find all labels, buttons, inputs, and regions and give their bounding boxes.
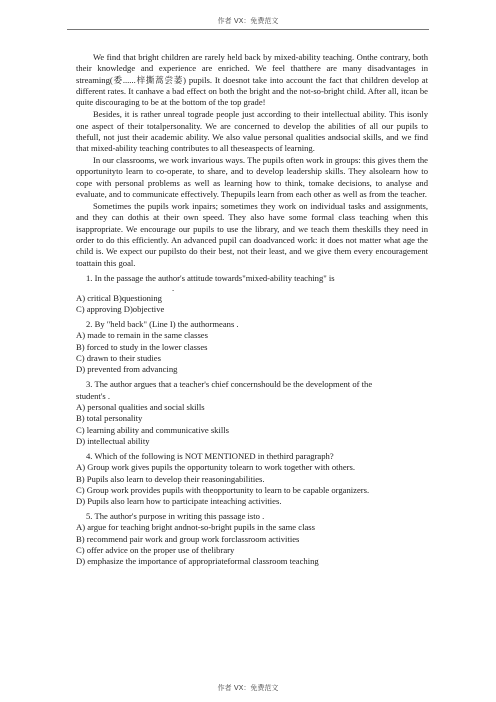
question-2-option-a: A) made to remain in the same classes: [76, 330, 208, 341]
page-footer: 作者 VX：免费范文: [217, 684, 279, 692]
passage-paragraph-1: We find that bright children are rarely held back by mixed-ability teaching. Onthe contrary, both their knowledge and experience are enriched. We feel thatthere are many disadvantages in streaming(委......梓撕蒿尝萎) pupils. It doesnot take into account the fact that children develop at different rates. It canhave a bad effect on both the bright and the not-so-bright child. After all, itcan be quite discouraging to be at the bottom of the top grade!: [76, 52, 428, 108]
passage-paragraph-2: Besides, it is rather unreal tograde people just according to their intellectual ability. This isonly one aspect of their totalpersonality. We are concerned to develop the abilities of all our pupils to thefull, not just their academic ability. We also value personal qualities andsocial skills, and we find that mixed-ability teaching contributes to all theseaspects of learning.: [76, 109, 428, 154]
question-4-option-c: C) Group work provides pupils with theopportunity to learn to be capable organizers.: [76, 484, 370, 495]
question-5-option-a: A) argue for teaching bright andnot-so-bright pupils in the same class: [76, 522, 315, 533]
question-4-option-b: B) Pupils also learn to develop their reasoningabilities.: [76, 473, 265, 484]
question-1-option-ab: A) critical B)questioning: [76, 292, 162, 303]
question-1-stem: 1. In the passage the author's attitude towards"mixed-ability teaching" is: [86, 272, 335, 283]
question-2-stem: 2. By "held back" (Line I) the authormeans .: [86, 319, 239, 330]
question-3-option-c: C) learning ability and communicative skills: [76, 424, 229, 435]
question-2-option-b: B) forced to study in the lower classes: [76, 341, 208, 352]
question-2-option-d: D) prevented from advancing: [76, 364, 178, 375]
question-3-stem-continued: student's .: [76, 390, 111, 401]
question-5-option-c: C) offer advice on the proper use of thelibrary: [76, 545, 235, 556]
question-3-option-d: D) intellectual ability: [76, 436, 150, 446]
question-3-stem: 3. The author argues that a teacher's chief concernshould be the development of the: [86, 379, 373, 390]
question-3-option-b: B) total personality: [76, 413, 143, 424]
question-5-stem: 5. The author's purpose in writing this passage isto .: [86, 511, 265, 522]
question-3-option-a: A) personal qualities and social skills: [76, 401, 205, 412]
header-rule: [67, 29, 429, 30]
page-header: 作者 VX：免费范文: [217, 17, 279, 25]
question-5-option-b: B) recommend pair work and group work forclassroom activities: [76, 533, 300, 544]
question-4-option-d: D) Pupils also learn how to participate inteaching activities.: [76, 496, 282, 507]
question-1-blank: .: [172, 282, 175, 293]
question-4-option-a: A) Group work gives pupils the opportunity tolearn to work together with others.: [76, 462, 356, 473]
question-4-stem: 4. Which of the following is NOT MENTIONED in thethird paragraph?: [86, 450, 334, 461]
document-body: [76, 52, 428, 568]
passage-paragraph-3: In our classrooms, we work invarious ways. The pupils often work in groups: this gives them the opportunityto learn to co-operate, to share, and to develop leadership skills. They alsolearn how to cope with personal problems as well as learning how to think, tomake decisions, to analyse and evaluate, and to communicate effectively. Thepupils learn from each other as well as from the teacher.: [76, 155, 428, 200]
question-1-option-cd: C) approving D)objective: [76, 304, 165, 315]
question-5-option-d: D) emphasize the importance of appropriateformal classroom teaching: [76, 556, 319, 567]
question-2-option-c: C) drawn to their studies: [76, 353, 161, 364]
passage-paragraph-4: Sometimes the pupils work inpairs; sometimes they work on individual tasks and assignments, and they can dothis at their own speed. They also have some formal class teaching when this isappropriate. We encourage our pupils to use the library, and we teach them theskills they need in order to do this efficiently. An advanced pupil can doadvanced work: it does not matter what age the child is. We expect our pupilsto do their best, not their least, and we give them every encouragement toattain this goal.: [76, 200, 428, 268]
